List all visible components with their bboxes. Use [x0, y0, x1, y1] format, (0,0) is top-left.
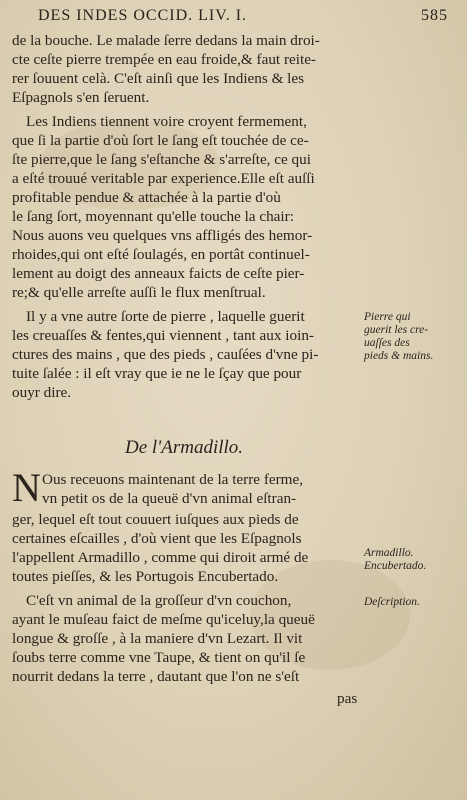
text-line: le ſang ſort, moyennant qu'elle touche la chair:: [12, 208, 294, 225]
text-line: Il y a vne autre ſorte de pierre , laquelle guerit: [26, 308, 305, 325]
section-line: ger, lequel eſt tout couuert iuſques aux pieds de: [12, 511, 299, 528]
margin-note-line: pieds & mains.: [364, 350, 434, 362]
text-line: que ſi la partie d'où ſort le ſang eſt touchée de ce-: [12, 132, 309, 149]
text-line: tuite ſalée : il eſt vray que ie ne le ſçay que pour: [12, 365, 302, 382]
margin-note-line: Deſcription.: [364, 596, 420, 608]
text-line: Eſpagnols s'en ſeruent.: [12, 89, 150, 106]
margin-note-line: uaſſes des: [364, 337, 410, 349]
margin-note-line: Pierre qui: [364, 311, 411, 323]
text-line: ouyr dire.: [12, 384, 72, 401]
margin-note-line: Armadillo.: [364, 547, 414, 559]
section-line: vn petit os de la queuë d'vn animal eſtran-: [42, 490, 297, 507]
section-line: longue & groſſe , à la maniere d'vn Lezart. Il vit: [12, 630, 303, 647]
margin-note-description: [364, 596, 464, 609]
margin-note-pierre: [364, 311, 464, 363]
section-line: nourrit dedans la terre , dautant que l'on ne s'eſt: [12, 668, 300, 685]
running-title: DES INDES OCCID. LIV. I.: [38, 7, 248, 24]
page-number: 585: [421, 7, 448, 24]
section-line: l'appellent Armadillo , comme qui diroit armé de: [12, 549, 309, 566]
margin-note-armadillo: [364, 547, 464, 573]
section-heading: De l'Armadillo.: [125, 437, 244, 458]
text-line: de la bouche. Le malade ſerre dedans la main droi-: [12, 32, 320, 49]
section-line: ſoubs terre comme vne Taupe, & tient on qu'il ſe: [12, 649, 306, 666]
text-line: a eſté trouué veritable par experience.Elle eſt auſſi: [12, 170, 315, 187]
text-line: ſte pierre,que le ſang s'eſtanche & s'arreſte, ce qui: [12, 151, 311, 168]
text-line: profitable pendue & attachée à la partie d'où: [12, 189, 281, 206]
section-line: toutes pieſſes, & les Portugois Encubertado.: [12, 568, 279, 585]
text-line: rhoides,qui ont eſté ſoulagés, en portât continuel-: [12, 246, 310, 263]
drop-cap: N: [12, 465, 41, 510]
catchword: pas: [337, 690, 358, 707]
running-header: [38, 7, 448, 27]
text-line: Nous auons veu quelques vns affligés des hemor-: [12, 227, 313, 244]
text-line: rer ſouuent celà. C'eſt ainſi que les Indiens & les: [12, 70, 305, 87]
margin-note-line: Encubertado.: [364, 560, 427, 572]
section-line: ayant le muſeau faict de meſme qu'iceluy,la queuë: [12, 611, 315, 628]
text-line: les creuaſſes & fentes,qui viennent , tant aux ioin-: [12, 327, 314, 344]
text-line: lement au doigt des anneaux faicts de ceſte pier-: [12, 265, 305, 282]
text-line: Les Indiens tiennent voire croyent fermement,: [26, 113, 307, 130]
section-line: Ous receuons maintenant de la terre ferme,: [42, 471, 304, 488]
margin-note-line: guerit les cre-: [364, 324, 429, 336]
text-line: re;& qu'elle arreſte auſſi le flux menſtrual.: [12, 284, 266, 301]
section-line: certaines eſcailles , d'où vient que les Eſpagnols: [12, 530, 302, 547]
section-line: C'eſt vn animal de la groſſeur d'vn couchon,: [26, 592, 292, 609]
text-line: ctures des mains , que des pieds , cauſées d'vne pi-: [12, 346, 319, 363]
text-line: cte ceſte pierre trempée en eau froide,& faut reite-: [12, 51, 316, 68]
